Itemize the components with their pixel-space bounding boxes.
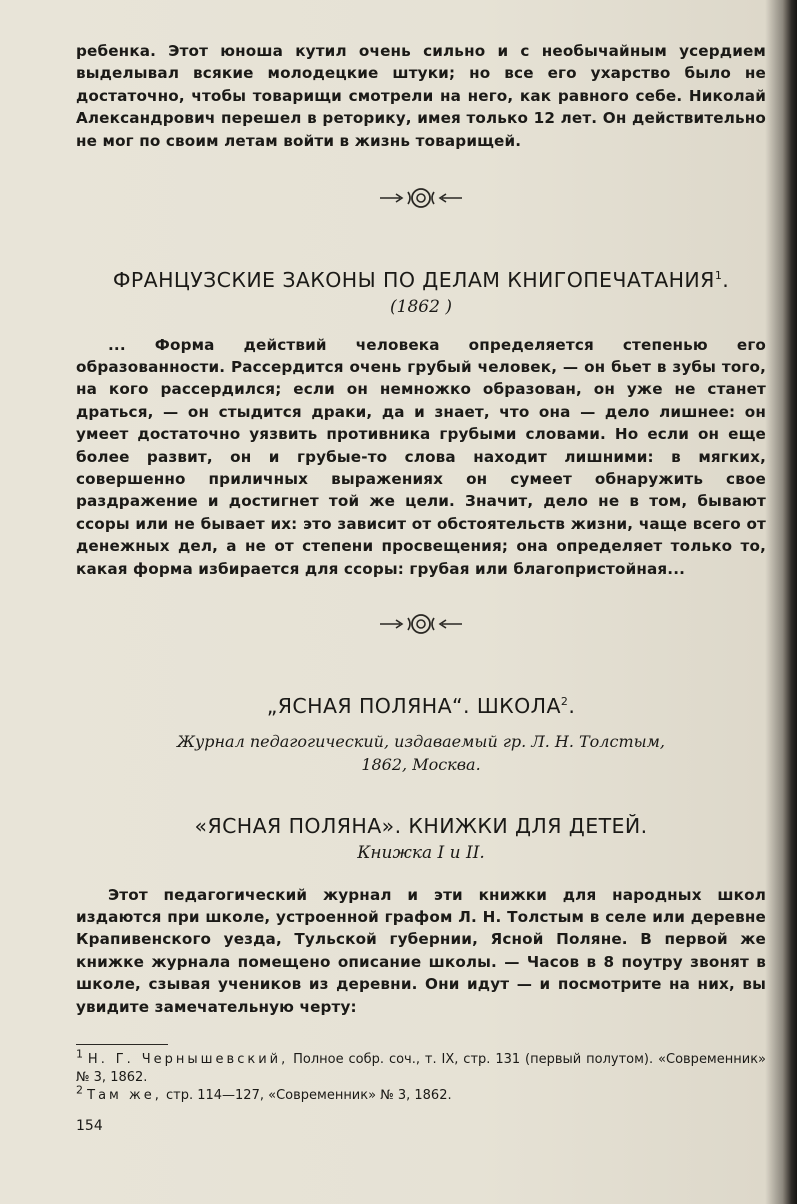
footnote-1: $^1$ Н. Г. Чернышевский, Полное собр. соч., т. IX, стр. 131 (первый полутом). «Современник» № 3, 1862. <box>76 1047 766 1085</box>
footnote-rule <box>76 1044 168 1045</box>
top-paragraph: ребенка. Этот юноша кутил очень сильно и с необычайным усердием выделывал всякие молодецкие штуки; но все его ухарство было не достаточно, чтобы товарищи смотрели на него, как равного себе. Николай Александрович перешел в реторику, имея только 12 лет. Он действительно не мог по своим летам войти в жизнь товарищей. <box>76 42 766 150</box>
journal-epigraph <box>76 730 766 776</box>
ornament-icon <box>376 612 466 636</box>
ornament-icon <box>376 186 466 210</box>
footnote-ref-1[interactable]: 1 <box>714 268 723 282</box>
french-laws-paragraph: ... Форма действий человека определяется степенью его образованности. Рассердится очень грубый человек, — он бьет в зубы того, на кого рассердился; если он немножко образован, он уже не станет драться, — он стыдится драки, да и знает, что она — дело лишнее: он умеет достаточно уязвить противника грубыми словами. Но если он еще более развит, он и грубые-то слова находит лишними: в мягких, совершенно приличных выражениях он сумеет обнаружить свое раздражение и достигнет той же цели. Значит, дело не в том, бывают ссоры или не бывает их: это зависит от обстоятельств жизни, чаще всего от денежных дел, а не от степени просвещения; она определяет только то, какая форма избирается для ссоры: грубая или благопристойная... <box>76 335 766 578</box>
yasnaya-paragraph: Этот педагогический журнал и эти книжки для народных школ издаются при школе, устроенной графом Л. Н. Толстым в селе или деревне Крапивенского уезда, Тульской губернии, Ясной Поляне. В первой же книжке журнала помещено описание школы. — Часов в 8 поутру звонят в школе, сзывая учеников из деревни. Они идут — и посмотрите на них, вы увидите замечательную черту: <box>76 885 766 1016</box>
page-content <box>76 40 766 1135</box>
section-year: (1862 ) <box>390 296 452 317</box>
footnote-1-author: Н. Г. Чернышевский, <box>87 1051 289 1067</box>
footnote-ref-2[interactable]: 2 <box>560 694 569 708</box>
book-spine-shadow <box>783 0 797 1204</box>
ornament-divider-2 <box>76 610 766 636</box>
page-number: 154 <box>76 1117 103 1134</box>
footnote-1-text: Полное собр. соч., т. IX, стр. 131 (первый полутом). «Современник» № 3, 1862. <box>76 1051 766 1085</box>
footnote-2: $^2$ Там же, стр. 114—127, «Современник» № 3, 1862. <box>76 1083 452 1103</box>
footnotes <box>76 1047 766 1105</box>
section-title-yasnaya-school: „ЯСНАЯ ПОЛЯНА“. ШКОЛА$^2$. <box>266 693 576 718</box>
section-title-french-laws: ФРАНЦУЗСКИЕ ЗАКОНЫ ПО ДЕЛАМ КНИГОПЕЧАТАНИЯ$^1$. <box>112 267 730 292</box>
epigraph-line-1: Журнал педагогический, издаваемый гр. Л. Н. Толстым, <box>176 731 665 751</box>
section-title-yasnaya-books: «ЯСНАЯ ПОЛЯНА». КНИЖКИ ДЛЯ ДЕТЕЙ. <box>194 813 648 838</box>
books-subtitle: Книжка I и II. <box>357 842 485 863</box>
ornament-divider-1 <box>76 184 766 210</box>
epigraph-line-2: 1862, Москва. <box>361 754 481 774</box>
footnote-2-text: стр. 114—127, «Современник» № 3, 1862. <box>165 1087 452 1103</box>
footnote-2-ref: Там же, <box>87 1087 162 1103</box>
